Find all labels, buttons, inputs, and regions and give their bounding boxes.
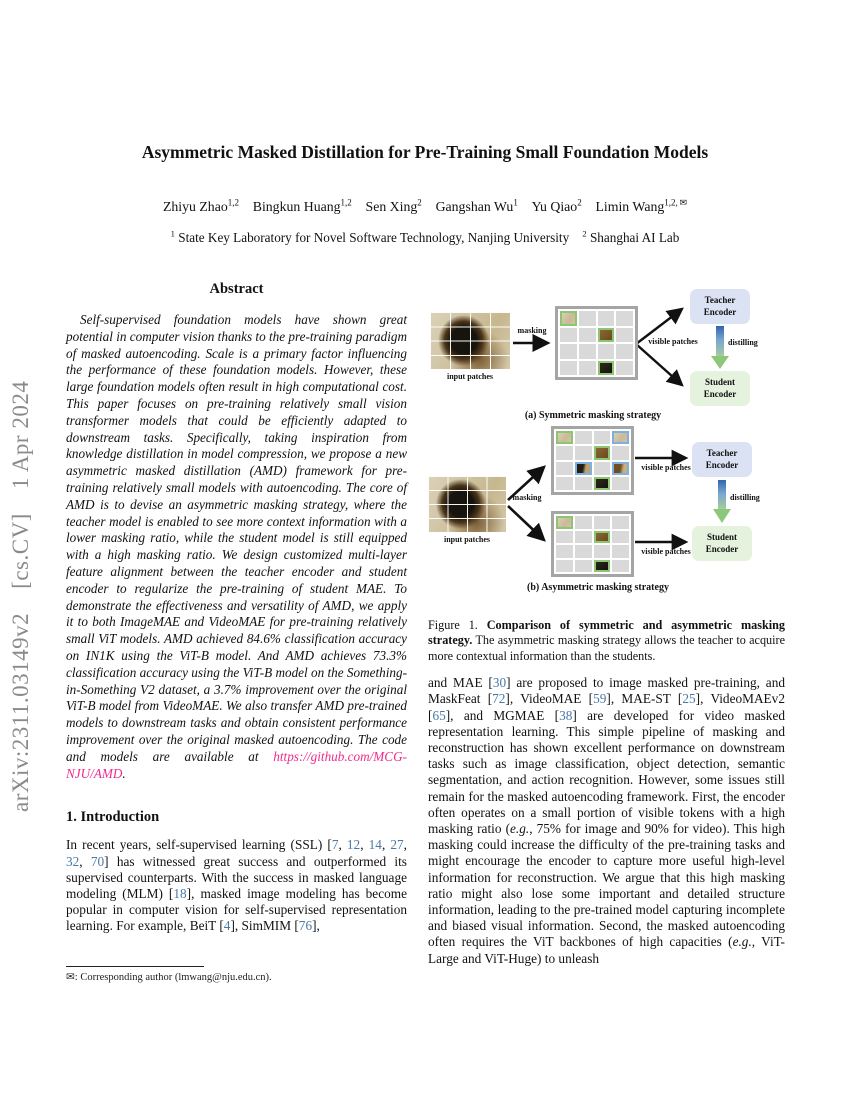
masking-label-a: masking (517, 326, 547, 335)
footnote-text: ✉: Corresponding author (lmwang@nju.edu.cn). (66, 972, 272, 983)
masked-patch (575, 446, 592, 459)
distilling-label-b: distilling (730, 493, 760, 502)
text-segment (422, 199, 436, 214)
masked-patch (575, 560, 592, 573)
text-segment: Self-supervised foundation models have shown great potential in computer vision thanks to the pre-training paradigm of masked autoencoding. Scale is a primary factor influencing the performance of these foundation models. However, these large foundation models often result in high computational cost. This paper focuses on pre-training relatively small vision transformer models that could be efficiently adapted to downstream tasks. Specifically, taking inspiration from knowledge distillation in model compression, we propose a new asymmetric masked distillation (AMD) framework for pre-training relatively small models with autoencoding. The core of AMD is to devise an asymmetric masking strategy, where the teacher model is enabled to see more context information with a lower masking ratio, while the student model is still equipped with a high masking ratio. We design customized multi-layer feature alignment between the teacher encoder and student encoder to regularize the pre-training of student MAE. To demonstrate the effectiveness and versatility of AMD, we apply it to both ImageMAE and VideoMAE for pre-training relatively small ViT models. AMD achieved 84.6% classification accuracy on IN1K using the ViT-B model. And AMD achieves 73.3% classification accuracy using the ViT-B model on the Something-in-Something V2 dataset, a 3.7% improvement over the original ViT-B model from VideoMAE. We also transfer AMD pre-trained models to downstream tasks and obtain consistent performance improvement over the original masked autoencoding. The code and models are available at (66, 312, 407, 764)
text-segment: ], MAE-ST [ (606, 691, 683, 707)
right-column-paragraph (428, 675, 785, 967)
masked-patch (575, 531, 592, 544)
masked-patch (556, 560, 573, 573)
text-segment: Bingkun Huang (252, 199, 341, 214)
masked-patch (556, 545, 573, 558)
citation-ref[interactable]: 38 (559, 707, 573, 723)
left-column (66, 281, 407, 935)
citation-ref[interactable]: 14 (368, 837, 382, 853)
student-encoder-box-b (692, 526, 752, 561)
visible-patch (560, 311, 577, 326)
introduction-heading: 1. Introduction (66, 809, 160, 826)
text-segment: 1,2 (340, 197, 352, 208)
figure-1 (428, 286, 785, 608)
masked-patch (556, 462, 573, 475)
text-segment: Gangshan Wu (435, 199, 514, 214)
citation-ref[interactable]: 30 (492, 675, 507, 691)
masked-patch (575, 477, 592, 490)
text-segment: 1,2, ✉ (664, 197, 688, 208)
masked-patch (556, 531, 573, 544)
text-segment: , 75% for image and 90% for video). This high masking could increase the difficulty of the pre-training tasks and might encourage the encoder to capture more useful high-level information for reconstruction. We argue that this high masking ratio might also lose some important and detailed structure information, leading to the pre-trained model capturing incomplete and biased visual information. Second, the masked autoencoding often requires the ViT backbones of high capacities ( (428, 821, 785, 950)
affiliation-line (0, 230, 850, 246)
visible-patch (556, 516, 573, 529)
citation-ref[interactable]: 76 (298, 918, 313, 934)
masked-patch (594, 462, 611, 475)
text-segment: ], VideoMAE [ (505, 691, 594, 707)
panel-b-caption: (b) Asymmetric masking strategy (527, 582, 669, 593)
text-segment: , (381, 837, 391, 853)
masked-patch (560, 361, 577, 376)
text-segment: ] are proposed to image masked pre-training, and MaskFeat [ (428, 675, 786, 707)
text-segment: 1,2 (227, 197, 239, 208)
masked-patch (598, 344, 615, 359)
text-segment: Zhiyu Zhao (162, 199, 228, 214)
visible-patch (556, 431, 573, 444)
text-segment: ] are developed for video masked representation learning. This simple pipeline of masking and reconstruction has shown excellent performance on downstream tasks such as image classification, object detection, semantic segmentation, and action recognition. However, some issues still remain for the masked autoencoding framework. First, the encoder often operates on a small portion of visible tokens with a high masking ratio ( (428, 707, 785, 837)
masked-patch (560, 344, 577, 359)
citation-ref[interactable]: 27 (390, 837, 404, 853)
teacher-encoder-label-line1: Teacher (704, 294, 736, 305)
text-segment: , (338, 837, 347, 853)
citation-ref[interactable]: 25 (682, 691, 696, 707)
masked-patch (612, 516, 629, 529)
external-link[interactable]: https://github.com/MCG-NJU/AMD (66, 748, 407, 781)
masked-patch (616, 361, 633, 376)
text-segment (582, 199, 596, 214)
abstract-paragraph (66, 312, 407, 782)
panel-a-caption: (a) Symmetric masking strategy (524, 410, 662, 421)
visible-patches-label-b-teacher: visible patches (641, 463, 691, 472)
student-encoder-label-line1: Student (706, 531, 737, 542)
visible-patch (612, 462, 629, 475)
visible-patch (594, 446, 611, 459)
distilling-label-a: distilling (728, 338, 758, 347)
masked-patch (612, 531, 629, 544)
text-segment: ], (312, 918, 320, 934)
text-segment: , (79, 853, 91, 869)
citation-ref[interactable]: 7 (331, 837, 339, 853)
masked-patch (612, 560, 629, 573)
input-patches-image-a (430, 312, 510, 369)
masked-patch (560, 328, 577, 343)
input-patches-label-a: input patches (446, 372, 493, 381)
visible-patch (594, 477, 611, 490)
teacher-encoder-label-line2: Encoder (705, 459, 739, 470)
masked-patch (556, 446, 573, 459)
student-encoder-box-a (690, 371, 750, 406)
text-segment (352, 199, 366, 214)
citation-ref[interactable]: 70 (90, 853, 105, 869)
author-line (0, 199, 850, 215)
text-segment: . (122, 765, 126, 781)
masked-grid-a (555, 306, 638, 380)
masked-patch (579, 344, 596, 359)
visible-patch (594, 560, 611, 573)
text-segment (518, 199, 532, 214)
text-segment: Yu Qiao (531, 199, 578, 214)
arxiv-watermark: arXiv:2311.03149v2 [cs.CV] 1 Apr 2024 (8, 380, 33, 812)
citation-ref[interactable]: 32 (66, 853, 80, 869)
visible-patches-label-b-student: visible patches (641, 547, 691, 556)
visible-patch (612, 431, 629, 444)
masked-patch (612, 545, 629, 558)
masked-patch (616, 311, 633, 326)
visible-patches-label-a: visible patches (648, 337, 698, 346)
distilling-arrow-head-b (713, 509, 731, 523)
teacher-encoder-label-line2: Encoder (703, 306, 737, 317)
citation-ref[interactable]: 72 (492, 691, 506, 707)
masked-patch (579, 328, 596, 343)
visible-patch (598, 361, 615, 376)
masked-patch (579, 361, 596, 376)
teacher-encoder-box-b (692, 442, 752, 477)
masked-patch (556, 477, 573, 490)
student-encoder-label-line2: Encoder (705, 543, 739, 554)
masked-patch (575, 545, 592, 558)
visible-to-student-arrow-a (636, 344, 682, 385)
masked-patch (616, 344, 633, 359)
text-segment: State Key Laboratory for Novel Software Technology, Nanjing University (174, 230, 583, 245)
text-segment: Comparison of symmetric and asymmetric masking strategy. (428, 618, 785, 648)
text-segment: 2 (582, 228, 587, 239)
text-segment: 2 (417, 197, 422, 208)
student-encoder-label-line2: Encoder (703, 388, 737, 399)
teacher-encoder-label-line1: Teacher (706, 447, 738, 458)
masked-patch (616, 328, 633, 343)
text-segment: Figure 1. (428, 618, 487, 632)
masked-patch (575, 431, 592, 444)
masked-grid-b-teacher (551, 426, 634, 495)
text-segment: 1 (170, 228, 175, 239)
visible-patch (575, 462, 592, 475)
text-segment: , (403, 837, 407, 853)
paper-title: Asymmetric Masked Distillation for Pre-Training Small Foundation Models (141, 142, 709, 162)
citation-ref[interactable]: 59 (593, 691, 607, 707)
input-patches-image-b (428, 476, 506, 532)
right-column (428, 286, 785, 967)
text-segment: , (360, 837, 369, 853)
masked-patch (594, 516, 611, 529)
figure-caption (428, 618, 785, 664)
text-segment: , ViT-Large and ViT-Huge) to unleash (428, 934, 785, 966)
visible-patch (594, 531, 611, 544)
student-encoder-label-line1: Student (704, 376, 735, 387)
masked-patch (575, 516, 592, 529)
introduction-paragraph (66, 837, 407, 934)
citation-ref[interactable]: 65 (432, 707, 446, 723)
text-segment: and MAE [ (428, 675, 493, 691)
citation-ref[interactable]: 12 (346, 837, 361, 853)
teacher-encoder-box-a (690, 289, 750, 324)
text-segment: ], VideoMAEv2 [ (428, 691, 785, 723)
distilling-arrow-head-a (711, 356, 729, 369)
masked-patch (594, 545, 611, 558)
footnote-rule (66, 966, 204, 967)
footnote (66, 966, 407, 983)
masked-patch (579, 311, 596, 326)
text-segment: ], masked image modeling has become popular in computer vision for self-supervised representation learning. For example, BeiT [ (66, 885, 407, 934)
text-segment: Shanghai AI Lab (586, 230, 680, 245)
abstract-heading: Abstract (209, 281, 264, 297)
text-segment: In recent years, self-supervised learning (SSL) [ (66, 837, 332, 853)
text-segment: ], SimMIM [ (230, 918, 299, 934)
input-patches-label-b: input patches (443, 535, 490, 544)
masked-patch (612, 477, 629, 490)
citation-ref[interactable]: 18 (173, 885, 187, 901)
text-segment: 2 (577, 197, 582, 208)
masking-label-b: masking (512, 493, 542, 502)
masked-patch (594, 431, 611, 444)
text-segment: ] has witnessed great success and outperformed its supervised counterparts. With the success in masked language modeling (MLM) [ (66, 853, 407, 901)
text-segment: Sen Xing (365, 199, 418, 214)
distilling-arrow-shaft-b (718, 480, 726, 510)
text-segment: The asymmetric masking strategy allows the teacher to acquire more contextual information than the students. (428, 633, 785, 663)
text-segment (239, 199, 253, 214)
visible-patch (598, 328, 615, 343)
text-segment: e.g. (510, 821, 530, 837)
text-segment: e.g. (732, 934, 752, 950)
text-segment: 1 (513, 197, 518, 208)
masked-patch (598, 311, 615, 326)
distilling-arrow-shaft-a (716, 326, 724, 357)
masked-grid-b-student (551, 511, 634, 577)
text-segment: ], and MGMAE [ (445, 707, 560, 723)
citation-ref[interactable]: 4 (223, 918, 231, 934)
masked-patch (612, 446, 629, 459)
text-segment: Limin Wang (595, 199, 665, 214)
